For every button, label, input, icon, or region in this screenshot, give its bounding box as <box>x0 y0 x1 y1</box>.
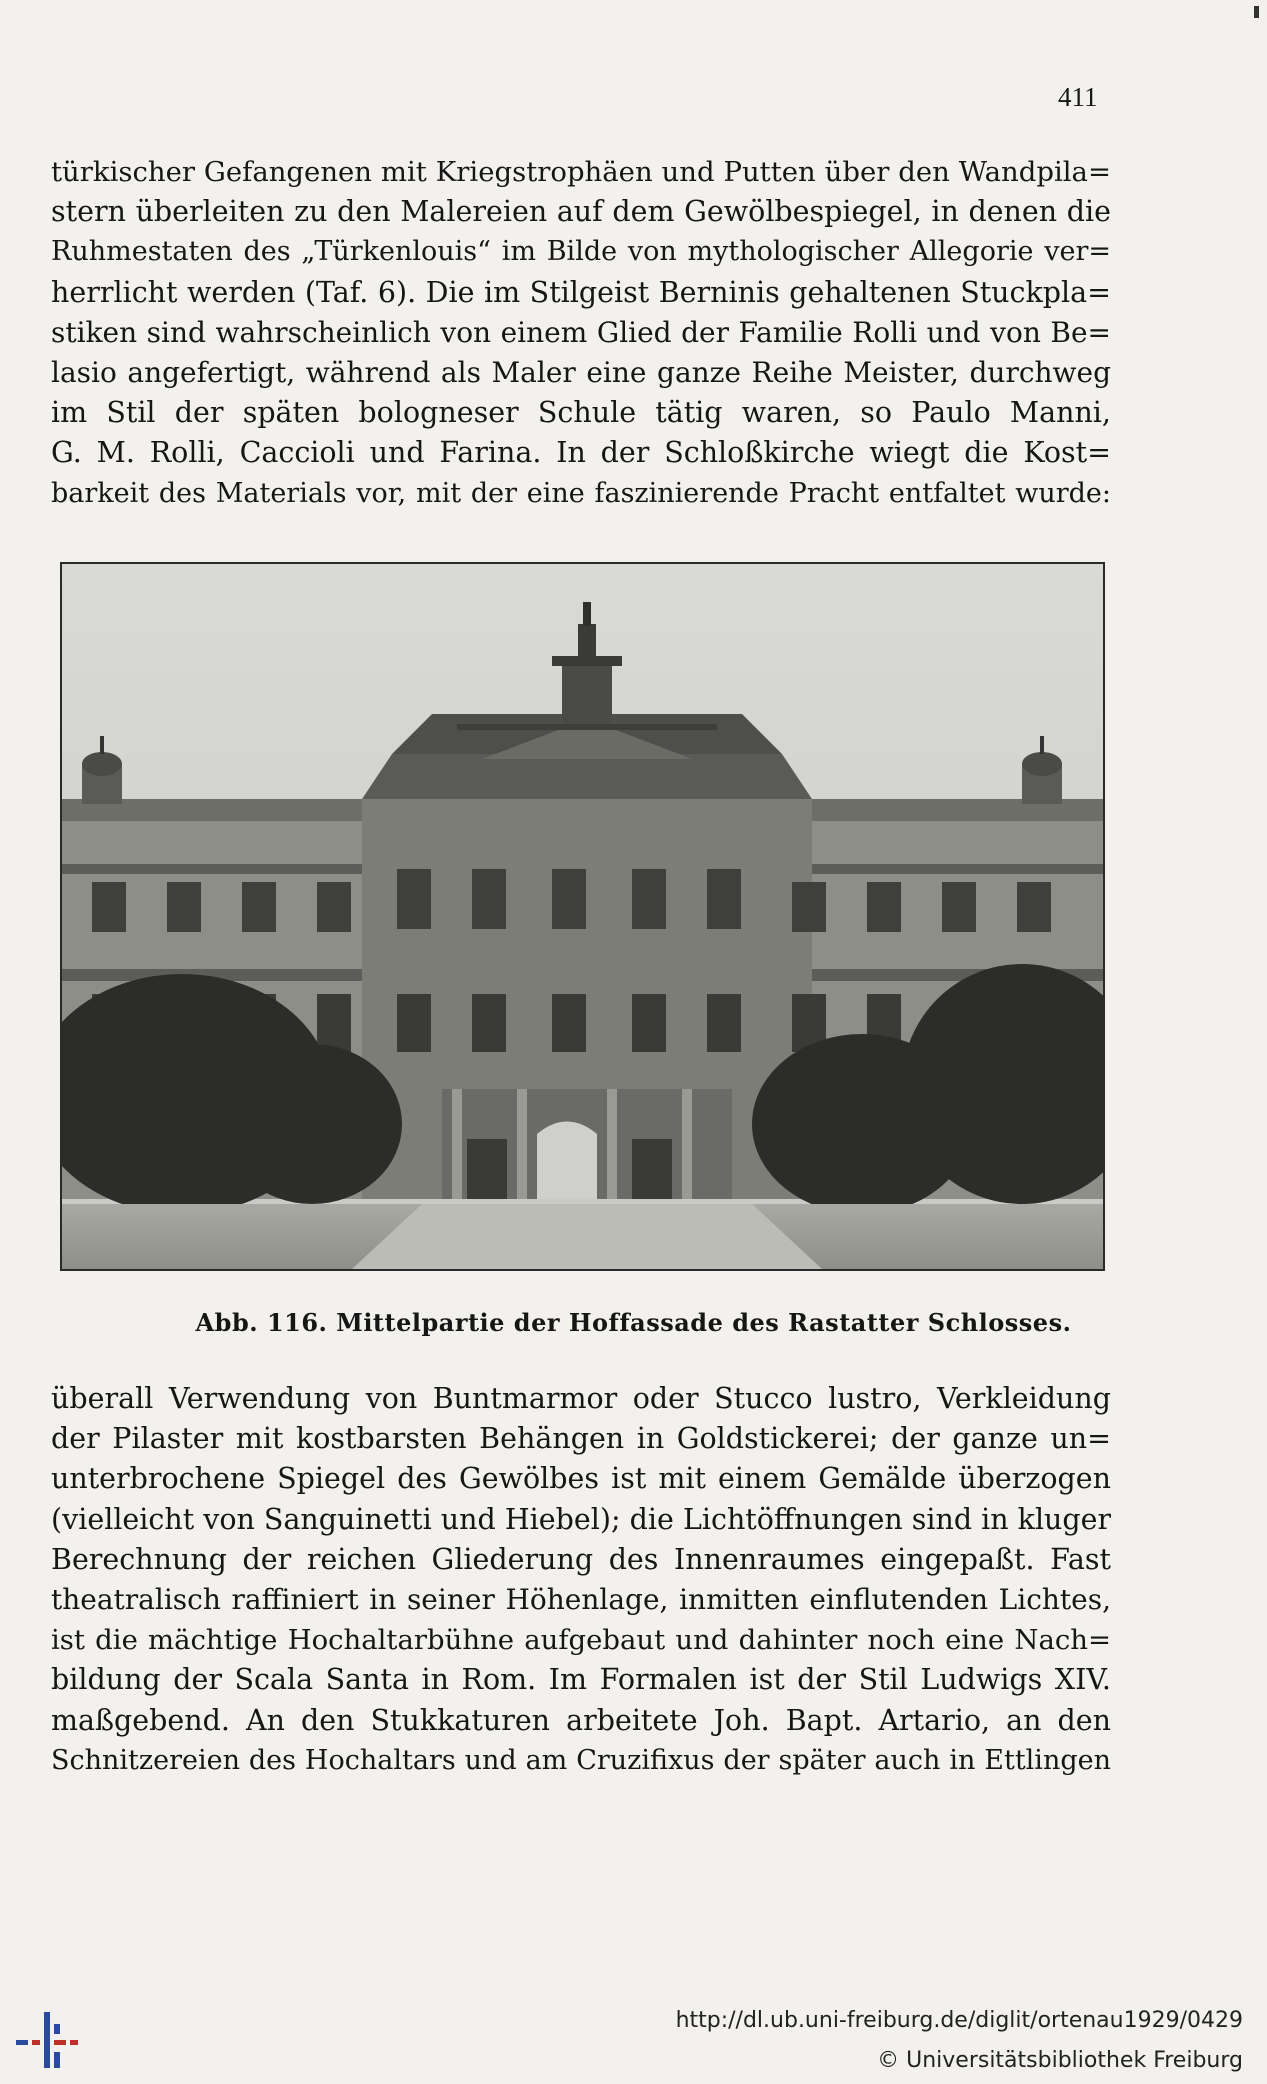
text-line: türkischer Gefangenen mit Kriegstrophäen und Putten über den Wandpila= <box>51 156 1111 188</box>
palace-facade-illustration <box>62 564 1103 1269</box>
text-line: überall Verwendung von Buntmarmor oder Stucco lustro, Verkleidung <box>51 1382 1111 1415</box>
text-line: der Pilaster mit kostbarsten Behängen in Goldstickerei; der ganze un= <box>51 1422 1111 1456</box>
text-line: Schnitzereien des Hochaltars und am Cruzifixus der später auch in Ettlingen <box>51 1744 1111 1776</box>
text-line: unterbrochene Spiegel des Gewölbes ist mit einem Gemälde überzogen <box>51 1462 1111 1496</box>
scan-corner-mark <box>1254 6 1259 18</box>
bottom-paragraph <box>51 1379 1111 1781</box>
text-line: (vielleicht von Sanguinetti und Hiebel); die Lichtöffnungen sind in kluger <box>51 1502 1111 1536</box>
text-line: theatralisch raffiniert in seiner Höhenlage, inmitten einflutenden Lichtes, <box>51 1582 1111 1616</box>
text-line: Berechnung der reichen Gliederung des Innenraumes eingepaßt. Fast <box>51 1542 1111 1576</box>
page-number: 411 <box>1058 82 1098 112</box>
source-url-link[interactable]: http://dl.ub.uni-freiburg.de/diglit/ortenau1929/0429 <box>675 2008 1243 2033</box>
text-line: stern überleiten zu den Malereien auf dem Gewölbespiegel, in denen die <box>51 195 1111 229</box>
library-logo-icon <box>14 2008 84 2078</box>
top-paragraph <box>51 152 1111 514</box>
text-line: stiken sind wahrscheinlich von einem Glied der Familie Rolli und von Be= <box>51 315 1111 349</box>
text-line: bildung der Scala Santa in Rom. Im Formalen ist der Stil Ludwigs XIV. <box>51 1663 1111 1697</box>
text-line: maßgebend. An den Stukkaturen arbeitete Joh. Bapt. Artario, an den <box>51 1703 1111 1737</box>
text-line: barkeit des Materials vor, mit der eine faszinierende Pracht entfaltet wurde: <box>51 477 1111 509</box>
text-line: herrlicht werden (Taf. 6). Die im Stilgeist Berninis gehaltenen Stuckpla= <box>51 275 1111 309</box>
text-line: ist die mächtige Hochaltarbühne aufgebaut und dahinter noch eine Nach= <box>51 1624 1111 1657</box>
text-line: Ruhmestaten des „Türkenlouis“ im Bilde von mythologischer Allegorie ver= <box>51 236 1111 268</box>
text-line: G. M. Rolli, Caccioli und Farina. In der Schloßkirche wiegt die Kost= <box>51 436 1111 470</box>
text-line: im Stil der späten bologneser Schule tätig waren, so Paulo Manni, <box>51 396 1111 430</box>
copyright-notice: © Universitätsbibliothek Freiburg <box>877 2048 1243 2073</box>
figure-caption: Abb. 116. Mittelpartie der Hoffassade des Rastatter Schlosses. <box>195 1308 1072 1337</box>
palace-photograph <box>60 562 1105 1271</box>
text-line: lasio angefertigt, während als Maler eine ganze Reihe Meister, durchweg <box>51 355 1111 389</box>
